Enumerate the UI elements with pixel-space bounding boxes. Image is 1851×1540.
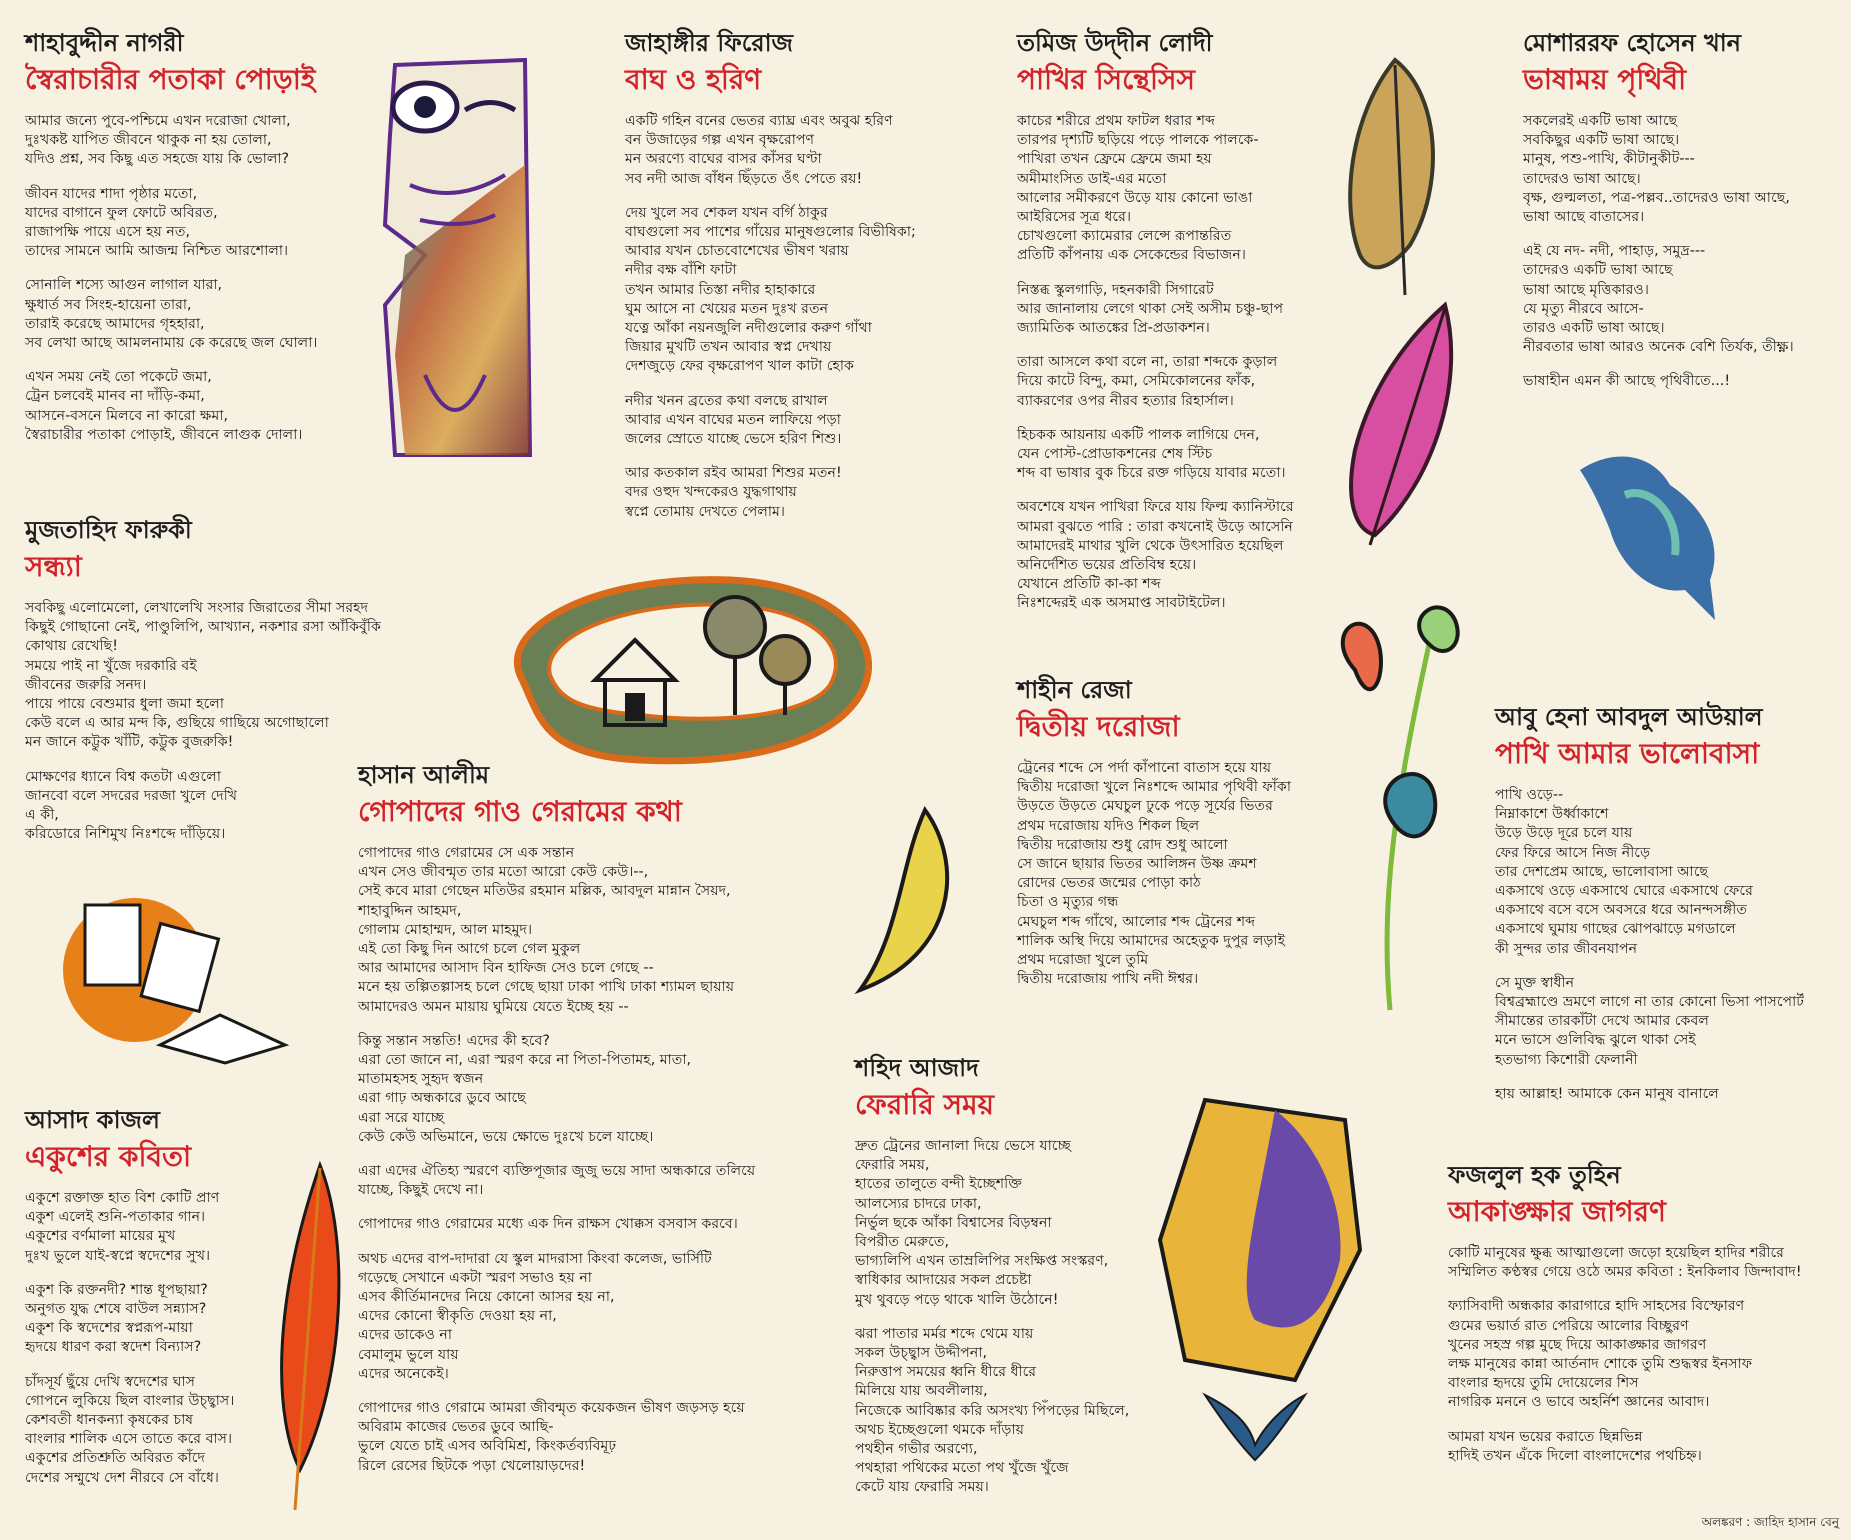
poem-line: কিন্তু সন্তান সন্ততি! এদের কী হবে? — [358, 1032, 550, 1049]
poem-line: যদিও প্রশ্ন, সব কিছু এত সহজে যায় কি ভোলা? — [25, 151, 290, 168]
poem-line: নিস্তব্ধ স্কুলগাড়ি, দহনকারী সিগারেট — [1017, 281, 1214, 298]
poem-line: তাদেরও একটি ভাষা আছে — [1523, 262, 1673, 279]
poem-body — [358, 844, 818, 1476]
poem-line: সীমান্তের তারকাঁটা দেখে আমার কেবল — [1495, 1013, 1709, 1030]
poem-line: বিপরীত মেরুতে, — [855, 1234, 949, 1251]
poem-line: নির্ভুল ছকে আঁকা বিশ্বাসের বিড়ম্বনা — [855, 1214, 1052, 1231]
poem-line: দ্বিতীয় দরোজা খুলে নিঃশব্দে আমার পৃথিবী ফাঁকা — [1017, 779, 1291, 796]
poem-line: গোপাদের গাও গেরামের মধ্যে এক দিন রাক্ষস খোক্কস বসবাস করবে। — [358, 1216, 738, 1233]
poem-line: একুশে রক্তাক্ত হাত বিশ কোটি প্রাণ — [25, 1190, 220, 1206]
poem-line: দেয় খুলে সব শেকল যখন বর্গি ঠাকুর — [625, 204, 828, 221]
poem-line: স্বাধিকার আদায়ের সকল প্রচেষ্টা — [855, 1272, 1032, 1289]
poem-stanza — [625, 204, 955, 377]
poem-line: ঘুম আসে না খেয়ের মতন দুঃখ রতন — [625, 300, 829, 317]
poem-line: এরা সরে যাচ্ছে — [358, 1109, 445, 1126]
poem-line: ভাগ্যলিপি এখন তাম্রলিপির সংক্ষিপ্ত সংস্করণ, — [855, 1253, 1109, 1270]
poem-line: জীবন যাদের শাদা পৃষ্ঠার মতো, — [25, 185, 198, 202]
poem-line: একসাথে ঘুমায় গাছের ঝোপঝাড়ে মগডালে — [1495, 921, 1736, 938]
poem-line: স্বৈরাচারীর পতাকা পোড়াই, জীবনে লাগুক দোলা। — [25, 426, 303, 443]
poem-author: হাসান আলীম — [358, 761, 490, 789]
poem-line: গোপনে লুকিয়ে ছিল বাংলার উচ্ছ্বাস। — [25, 1392, 235, 1409]
poem-body — [1017, 112, 1337, 614]
poem-line: মেঘচুল শব্দ গাঁথে, আলোর শব্দ ট্রেনের শব্দ — [1017, 913, 1256, 930]
poem-line: এ কী, — [25, 807, 59, 824]
poem-line: উড়ে উড়ে দূরে চলে যায় — [1495, 825, 1633, 842]
poem-line: মোক্ষণের ধ্যানে বিশ্ব কতটা এগুলো — [25, 768, 221, 785]
poem-stanza — [1017, 112, 1337, 266]
poem-stanza — [1523, 372, 1823, 391]
poem-line: প্রথম দরোজা খুলে তুমি — [1017, 952, 1149, 969]
poem-line: একসাথে বসে বসে অবসরে ধরে আনন্দসঙ্গীত — [1495, 902, 1747, 919]
face-illustration — [365, 55, 535, 460]
poem-line: ফের ফিরে আসে নিজ নীড়ে — [1495, 844, 1651, 861]
poem-line: আর আমাদের আসাদ বিন হাফিজ সেও চলে গেছে -- — [358, 960, 654, 977]
poem-line: জীবনের জরুরি সনদ। — [25, 676, 147, 693]
poem-body — [1523, 112, 1823, 392]
poem-title: আকাঙ্ক্ষার জাগরণ — [1448, 1195, 1666, 1228]
poem-line: নিঃশব্দেরই এক অসমাপ্ত সাবটাইটেল। — [1017, 595, 1226, 612]
poem-line: অথচ ইচ্ছেগুলো থমকে দাঁড়ায় — [855, 1421, 1025, 1438]
poem-block — [25, 515, 415, 859]
poem-line: বাংলার হৃদয়ে তুমি দোয়েলের শিস — [1448, 1375, 1639, 1392]
poem-line: এখন সেও জীবন্মৃত তার মতো আরো কেউ কেউ।--, — [358, 864, 649, 881]
poem-line: কেশবতী ধানকন্যা কৃষকের চাষ — [25, 1412, 194, 1429]
poem-line: নীরবতার ভাষা আরও অনেক বেশি তির্যক, তীক্ষ্ণ। — [1523, 339, 1794, 356]
poem-line: হিচকক আয়নায় একটি পালক লাগিয়ে দেন, — [1017, 426, 1260, 443]
poem-line: এখন সময় নেই তো পকেটে জমা, — [25, 369, 212, 386]
poem-line: অমীমাংসিত ডাই-এর মতো — [1017, 170, 1167, 187]
poem-line: মানুষ, পশু-পাখি, কীটানুকীট--- — [1523, 151, 1695, 168]
poem-line: একুশ কি স্বদেশের স্বপ্নরূপ-মায়া — [25, 1320, 193, 1337]
poem-line: পথহীন গভীর অরণ্যে, — [855, 1441, 978, 1458]
poem-line: আমরা বুঝতে পারি : তারা কখনোই উড়ে আসেনি — [1017, 518, 1293, 535]
poem-line: এরা তো জানে না, এরা স্মরণ করে না পিতা-পিতামহ, মাতা, — [358, 1052, 691, 1069]
poem-line: আমাদেরই মাথার খুলি থেকে উৎসারিত হয়েছিল — [1017, 537, 1284, 554]
poem-line: আসনে-বসনে মিলবে না কারো ক্ষমা, — [25, 407, 229, 424]
poem-body — [855, 1137, 1145, 1498]
poem-line: কাচের শরীরে প্রথম ফাটল ধরার শব্দ — [1017, 113, 1215, 129]
poem-line: তারাই করেছে আমাদের গৃহহারা, — [25, 315, 205, 332]
poem-title: পাখির সিন্থেসিস — [1017, 63, 1195, 96]
poem-stanza — [358, 1162, 818, 1200]
poem-body — [1448, 1244, 1833, 1466]
poem-line: বিশ্বব্রহ্মাণ্ডে ভ্রমণে লাগে না তার কোনো ভিসা পাসপোর্ট — [1495, 994, 1804, 1011]
poem-line: ফেরারি সময়, — [855, 1157, 930, 1174]
poem-line: অনির্দেশিত ভয়ের প্রতিবিম্ব হয়ে। — [1017, 557, 1197, 574]
feather-illustration — [1335, 300, 1465, 550]
poem-line: যে মৃত্যু নীরবে আসে- — [1523, 300, 1644, 317]
poem-line: একুশ কি রক্তনদী? শান্ত ধূপছায়া? — [25, 1281, 208, 1298]
poem-line: ভাষাহীন এমন কী আছে পৃথিবীতে...! — [1523, 373, 1731, 390]
poem-line: পথহারা পথিকের মতো পথ খুঁজে খুঁজে — [855, 1460, 1069, 1477]
poem-stanza — [358, 1032, 818, 1147]
poem-title: স্বৈরাচারীর পতাকা পোড়াই — [25, 63, 316, 96]
poem-line: একটি গহিন বনের ভেতর ব্যাঘ্র এবং অবুঝ হরিণ — [625, 113, 893, 129]
poem-line: ফ্যাসিবাদী অন্ধকার কারাগারে হাদি সাহসের বিস্ফোরণ — [1448, 1298, 1745, 1315]
poem-line: আমাদেরও অমন মায়ায় ঘুমিয়ে যেতে ইচ্ছে হয় -- — [358, 998, 629, 1015]
poem-line: ব্যাকরণের ওপর নীরব হত্যার রিহার্সাল। — [1017, 392, 1234, 409]
poem-line: যেখানে প্রতিটি কা-কা শব্দ — [1017, 576, 1161, 593]
poem-line: একুশের বর্ণমালা মায়ের মুখ — [25, 1228, 176, 1245]
poem-block — [25, 1105, 275, 1503]
poem-line: বদর ওহুদ খন্দকেরও যুদ্ধগাথায় — [625, 484, 797, 501]
poem-line: নদীর বক্ষ বাঁশি ফাটা — [625, 262, 737, 279]
poem-block — [1017, 28, 1337, 629]
poem-line: গুমের ভয়ার্ত রাত পেরিয়ে আলোর বিচ্ছুরণ — [1448, 1317, 1689, 1334]
poem-line: মিলিয়ে যায় অবলীলায়, — [855, 1383, 988, 1400]
poem-line: কেটে যায় ফেরারি সময়। — [855, 1479, 989, 1496]
poem-line: অনুগত যুদ্ধ শেষে বাউল সন্ন্যাস? — [25, 1301, 207, 1318]
poem-line: দেশের সম্মুখে দেশ নীরবে সে বাঁধে। — [25, 1469, 219, 1486]
poem-line: কেউ কেউ অভিমানে, ভয়ে ক্ষোভে দুঃখে চলে যাচ্ছে। — [358, 1128, 654, 1145]
poem-line: আর কতকাল রইব আমরা শিশুর মতন! — [625, 465, 842, 482]
poem-author: আবু হেনা আবদুল আউয়াল — [1495, 703, 1763, 731]
poem-stanza — [358, 844, 818, 1017]
poem-line: আলস্যের চাদরে ঢাকা, — [855, 1195, 982, 1212]
poem-title: বাঘ ও হরিণ — [625, 63, 762, 96]
poem-line: জলের স্রোতে যাচ্ছে ভেসে হরিণ শিশু। — [625, 431, 842, 448]
poem-line: সব নদী আজ বাঁধন ছিঁড়তে ওঁৎ পেতে রয়! — [625, 170, 863, 187]
poem-line: ট্রেন চলবেই মানব না দাঁড়ি-কমা, — [25, 388, 205, 405]
poem-line: একুশের প্রতিশ্রুতি অবিরত কাঁদে — [25, 1450, 205, 1467]
poem-line: কেউ বলে এ আর মন্দ কি, গুছিয়ে গাছিয়ে অগোছালো — [25, 715, 329, 732]
poem-line: বেমালুম ভুলে যায় — [358, 1346, 459, 1363]
poem-stanza — [1017, 353, 1337, 411]
poem-line: নিজেকে আবিষ্কার করি অসংখ্য পিঁপড়ের মিছিলে, — [855, 1402, 1130, 1419]
poem-stanza — [25, 1281, 275, 1358]
poem-line: গোলাম মোহাম্মদ, আল মাহমুদ। — [358, 921, 533, 938]
poem-line: বাংলার শালিক এসে তাতে করে বাস। — [25, 1431, 233, 1448]
poem-line: তাদেরও ভাষা আছে। — [1523, 170, 1641, 187]
poem-block — [25, 28, 355, 460]
poem-author: ফজলুল হক তুহিন — [1448, 1161, 1621, 1189]
poem-line: মাতামহসহ সুহৃদ স্বজন — [358, 1071, 484, 1088]
bird-silhouette-icon — [1200, 1385, 1310, 1465]
poem-line: মন অরণ্যে বাঘের বাসর কাঁসর ঘণ্টা — [625, 151, 822, 168]
poem-line: সে মুক্ত স্বাধীন — [1495, 974, 1575, 991]
village-illustration — [480, 565, 900, 775]
poem-line: নাগরিক মননে ও ভাবে অহর্নিশ জ্ঞানের আবাদ। — [1448, 1394, 1710, 1411]
poem-line: অথচ এদের বাপ-দাদারা যে স্কুল মাদরাসা কিংবা কলেজ, ভার্সিটি — [358, 1250, 712, 1267]
poem-line: দ্রুত ট্রেনের জানালা দিয়ে ভেসে যাচ্ছে — [855, 1138, 1071, 1154]
poem-line: তাদের সামনে আমি আজন্ম নিশ্চিত আরশোলা। — [25, 243, 289, 260]
poem-line: বৃক্ষ, গুল্মলতা, পত্র-পল্লব..তাদেরও ভাষা আছে, — [1523, 189, 1790, 206]
poem-line: একসাথে ওড়ে একসাথে ঘোরে একসাথে ফেরে — [1495, 883, 1753, 900]
poem-author: মুজতাহিদ ফারুকী — [25, 516, 192, 544]
poem-line: তারপর দৃশ্যটি ছড়িয়ে পড়ে পালকে পালকে- — [1017, 132, 1259, 149]
poem-stanza — [1017, 426, 1337, 484]
poem-line: সবকিছু এলোমেলো, লেখালেখি সংসার জিরাতের সীমা সরহদ — [25, 600, 369, 616]
poem-line: দিয়ে কাটে বিন্দু, কমা, সেমিকোলনের ফাঁক, — [1017, 373, 1256, 390]
crescent-illustration — [845, 805, 960, 995]
poem-stanza — [25, 276, 355, 353]
illustration-credit: অলঙ্করণ : জাহিদ হাসান বেনু — [1701, 1515, 1839, 1529]
poem-line: স্বপ্নে তোমায় দেখতে পেলাম। — [625, 503, 785, 520]
poem-line: দেশজুড়ে ফের বৃক্ষরোপণ খাল কাটা হোক — [625, 358, 854, 375]
poem-body — [25, 599, 415, 844]
poem-line: কী সুন্দর তার জীবনযাপন — [1495, 940, 1638, 957]
poem-line: দ্বিতীয় দরোজায় পাখি নদী ঈশ্বর। — [1017, 971, 1199, 988]
poem-stanza — [358, 1250, 818, 1384]
poem-line: উড়তে উড়তে মেঘচুল ঢুকে পড়ে সূর্যের ভিতর — [1017, 798, 1273, 815]
poem-line: তারা আসলে কথা বলে না, তারা শব্দকে কুড়াল — [1017, 354, 1278, 371]
poem-stanza — [25, 112, 355, 170]
poem-line: আলোর সমীকরণে উড়ে যায় কোনো ভাঙা — [1017, 189, 1253, 206]
poem-body — [625, 112, 955, 522]
poem-line: ট্রেনের শব্দে সে পর্দা কাঁপানো বাতাস হয়ে যায় — [1017, 760, 1272, 776]
poem-line: হতভাগ্য কিশোরী ফেলানী — [1495, 1051, 1638, 1068]
poem-body — [1017, 759, 1327, 989]
bird-illustration — [1570, 445, 1730, 625]
poem-stanza — [1017, 281, 1337, 339]
poem-line: এসব কীর্তিমানদের নিয়ে কোনো আসর হয় না, — [358, 1289, 615, 1306]
poem-line: চিতা ও মৃত্যুর গন্ধ — [1017, 894, 1119, 911]
poem-stanza — [855, 1137, 1145, 1310]
poem-line: শালিক অস্থি দিয়ে আমাদের অহেতুক দুপুর লড়াই — [1017, 932, 1286, 949]
flower-stem-illustration — [1320, 600, 1470, 1020]
poem-stanza — [1495, 786, 1835, 959]
poem-line: সকল উচ্ছ্বাস উদ্দীপনা, — [855, 1345, 988, 1362]
poem-title: গোপাদের গাও গেরামের কথা — [358, 795, 682, 828]
poem-stanza — [1523, 112, 1823, 227]
poem-block — [1017, 675, 1327, 1004]
poem-stanza — [25, 599, 415, 753]
poem-line: ভাষা আছে মৃত্তিকারও। — [1523, 281, 1649, 298]
poem-line: তারও একটি ভাষা আছে। — [1523, 320, 1665, 337]
poem-line: করিডোরে নিশিমুখ নিঃশব্দে দাঁড়িয়ে। — [25, 826, 226, 843]
poem-line: আইরিসের সূত্র ধরে। — [1017, 209, 1132, 226]
poem-line: জিয়ার মুখটি তখন আবার স্বপ্ন দেখায় — [625, 339, 832, 356]
poem-line: আবার এখন বাঘের মতন লাফিয়ে পড়া — [625, 411, 841, 428]
poem-line: গোপাদের গাও গেরামের সে এক সন্তান — [358, 845, 575, 861]
poem-stanza — [358, 1215, 818, 1234]
poem-block — [855, 1053, 1145, 1513]
poem-line: তখন আমার তিস্তা নদীর হাহাকারে — [625, 281, 816, 298]
poem-author: তমিজ উদ্‌দীন লোদী — [1017, 29, 1213, 57]
poem-line: এদের কোনো স্বীকৃতি দেওয়া হয় না, — [358, 1308, 557, 1325]
poem-title: দ্বিতীয় দরোজা — [1017, 710, 1180, 743]
poem-line: দ্বিতীয় দরোজায় শুধু রোদ শুধু আলো — [1017, 836, 1228, 853]
poem-line: কোথায় রেখেছি! — [25, 638, 118, 655]
poem-line: চোখগুলো ক্যামেরার লেন্সে রূপান্তরিত — [1017, 228, 1232, 245]
poem-line: শাহাবুদ্দিন আহমদ, — [358, 902, 462, 919]
poem-line: রাজাপক্ষি পায়ে এসে হয় নত, — [25, 224, 191, 241]
poem-line: আমার জন্যে পুবে-পশ্চিমে এখন দরোজা খোলা, — [25, 113, 291, 129]
poem-stanza — [25, 768, 415, 845]
poem-line: একুশ এলেই শুনি-পতাকার গান। — [25, 1209, 206, 1226]
poem-line: এই যে নদ- নদী, পাহাড়, সমুদ্র--- — [1523, 243, 1706, 260]
poem-stanza — [1448, 1428, 1833, 1466]
poem-line: নদীর খনন ব্রতের কথা বলছে রাখাল — [625, 392, 828, 409]
poem-line: ক্ষুধার্ত সব সিংহ-হায়েনা তারা, — [25, 296, 192, 313]
leaf-illustration — [1340, 55, 1450, 300]
poem-stanza — [25, 185, 355, 262]
poem-line: যাচ্ছে, কিছুই দেখে না। — [358, 1182, 484, 1199]
poem-block — [1495, 702, 1835, 1119]
poem-line: লক্ষ মানুষের কান্না আর্তনাদ শোকে তুমি শুদ্ধস্বর ইনসাফ — [1448, 1356, 1753, 1373]
poem-line: মনে হয় তল্পিতল্পাসহ চলে গেছে ছায়া ঢাকা পাখি ঢাকা শ্যামল ছায়ায় — [358, 979, 735, 996]
poem-line: নিরুত্তাপ সময়ের ধ্বনি ধীরে ধীরে — [855, 1364, 1037, 1381]
poem-line: আর জানালায় লেগে থাকা সেই অসীম চঞ্চু-ছাপ — [1017, 300, 1284, 317]
poem-block — [625, 28, 955, 537]
poem-title: ফেরারি সময় — [855, 1088, 995, 1121]
poem-body — [25, 112, 355, 445]
poem-stanza — [25, 1373, 275, 1488]
poem-line: সে জানে ছায়ার ভিতর আলিঙ্গন উষ্ণ ক্রমশ — [1017, 856, 1257, 873]
hand-illustration — [1145, 1090, 1375, 1390]
poem-stanza — [25, 368, 355, 445]
poem-line: চাঁদসূর্য ছুঁয়ে দেখি স্বদেশের ঘাস — [25, 1373, 195, 1390]
poem-line: কিছুই গোছানো নেই, পাণ্ডুলিপি, আখ্যান, নকশার রসা আঁকিবুঁকি — [25, 619, 381, 636]
poem-title: একুশের কবিতা — [25, 1140, 192, 1173]
poem-line: মনে ভাসে গুলিবিদ্ধ ঝুলে থাকা সেই — [1495, 1032, 1696, 1049]
poem-line: হৃদয়ে ধারণ করা স্বদেশ বিন্যাস? — [25, 1339, 202, 1356]
poem-line: দুঃখ ভুলে যাই-স্বপ্নে স্বদেশের সুখ। — [25, 1247, 211, 1264]
poem-line: অবশেষে যখন পাখিরা ফিরে যায় ফিল্ম ক্যানিস্টারে — [1017, 499, 1294, 516]
poem-line: রিলে রেসের ছিটকে পড়া খেলোয়াড়দের! — [358, 1457, 586, 1474]
poem-line: এদের ডাকেও না — [358, 1327, 452, 1344]
poem-line: প্রতিটি কাঁপনায় এক সেকেন্ডের বিভাজন। — [1017, 247, 1246, 264]
poem-line: পাখিরা তখন ফ্রেমে ফ্রেমে জমা হয় — [1017, 151, 1212, 168]
poem-line: জানবো বলে সদরের দরজা খুলে দেখি — [25, 787, 238, 804]
poem-stanza — [1448, 1297, 1833, 1412]
poem-author: আসাদ কাজল — [25, 1106, 160, 1134]
poem-line: গড়েছে সেখানে একটা স্মরণ সভাও হয় না — [358, 1269, 592, 1286]
poem-author: শাহীন রেজা — [1017, 676, 1132, 704]
poem-line: এই তো কিছু দিন আগে চলে গেল মুকুল — [358, 941, 581, 958]
poem-stanza — [625, 392, 955, 450]
poem-stanza — [358, 1399, 818, 1476]
poem-line: পাখি ওড়ে-- — [1495, 787, 1564, 803]
poem-stanza — [1448, 1244, 1833, 1282]
poem-line: আমরা যখন ভয়ের করাতে ছিন্নভিন্ন — [1448, 1428, 1643, 1445]
poem-line: সব লেখা আছে আমলনামায় কে করেছে জল ঘোলা। — [25, 335, 318, 352]
poem-line: সেই কবে মারা গেছেন মতিউর রহমান মল্লিক, আবদুল মান্নান সৈয়দ, — [358, 883, 731, 900]
poem-line: মুখ থুবড়ে পড়ে থাকে খালি উঠোনে! — [855, 1291, 1059, 1308]
poem-line: আবার যখন চোতবোশেখের ভীষণ খরায় — [625, 243, 849, 260]
poem-line: পায়ে পায়ে বেশুমার ধুলা জমা হলো — [25, 696, 224, 713]
poem-line: সকলেরই একটি ভাষা আছে — [1523, 113, 1678, 129]
poem-block — [1523, 28, 1823, 407]
poem-line: হায় আল্লাহ! আমাকে কেন মানুষ বানালে — [1495, 1085, 1719, 1102]
poem-line: খুনের সহস্র গল্প মুছে দিয়ে আকাঙ্ক্ষার জাগরণ — [1448, 1336, 1707, 1353]
poem-line: বন উজাড়ের গল্প এখন বৃক্ষরোপণ — [625, 132, 815, 149]
poem-stanza — [1495, 974, 1835, 1070]
poem-line: এরা এদের ঐতিহ্য স্মরণে ব্যক্তিপূজার জুজু ভয়ে সাদা অন্ধকারে তলিয়ে — [358, 1163, 756, 1180]
poem-line: মন জানে কট্টুক খাঁটি, কট্টুক বুজরুকি! — [25, 734, 234, 751]
poem-line: রোদের ভেতর জন্মের পোড়া কাঠ — [1017, 875, 1201, 892]
poem-stanza — [1017, 498, 1337, 613]
poem-line: সোনালি শস্যে আগুন লাগাল যারা, — [25, 277, 223, 294]
poem-line: এদের অনেকেই। — [358, 1365, 449, 1382]
poem-stanza — [625, 464, 955, 522]
poem-body — [25, 1189, 275, 1488]
poem-line: হাতের তালুতে বন্দী ইচ্ছেশক্তি — [855, 1176, 1023, 1193]
poem-line: সবকিছুর একটি ভাষা আছে। — [1523, 132, 1680, 149]
poem-title: ভাষাময় পৃথিবী — [1523, 63, 1687, 96]
poem-line: এরা গাঢ় অন্ধকারে ডুবে আছে — [358, 1090, 526, 1107]
poem-line: ঝরা পাতার মর্মর শব্দে থেমে যায় — [855, 1325, 1034, 1342]
poem-line: শব্দ বা ভাষার বুক চিরে রক্ত গড়িয়ে যাবার মতো। — [1017, 465, 1286, 482]
poem-body — [1495, 786, 1835, 1104]
poem-author: জাহাঙ্গীর ফিরোজ — [625, 29, 794, 57]
poem-stanza — [1017, 759, 1327, 989]
poem-line: দুঃখকষ্ট যাপিত জীবনে থাকুক না হয় তোলা, — [25, 132, 272, 149]
poem-stanza — [1495, 1085, 1835, 1104]
poem-author: মোশাররফ হোসেন খান — [1523, 29, 1742, 57]
poem-stanza — [855, 1325, 1145, 1498]
poem-line: কোটি মানুষের ক্ষুব্ধ আত্মাগুলো জড়ো হয়েছিল হাদির শরীরে — [1448, 1245, 1784, 1261]
poem-line: যত্নে আঁকা নয়নজুলি নদীগুলোর করুণ গাঁথা — [625, 320, 872, 337]
poem-line: ভুলে যেতে চাই এসব অবিমিশ্র, কিংকর্তব্যবিমূঢ় — [358, 1438, 617, 1455]
poem-block — [358, 760, 818, 1491]
poem-line: যাদের বাগানে ফুল ফোটে অবিরত, — [25, 204, 218, 221]
poem-line: সময়ে পাই না খুঁজে দরকারি বই — [25, 657, 197, 674]
poem-line: তার দেশপ্রেম আছে, ভালোবাসা আছে — [1495, 863, 1709, 880]
poem-line: জ্যামিতিক আতঙ্কের প্রি-প্রডাকশন। — [1017, 320, 1210, 337]
poem-line: প্রথম দরোজায় যদিও শিকল ছিল — [1017, 817, 1200, 834]
poem-line: বাঘগুলো সব পাশের গাঁয়ের মানুষগুলোর বিভীষিকা; — [625, 224, 916, 241]
poem-line: গোপাদের গাও গেরামে আমরা জীবন্মৃত কয়েকজন ভীষণ জড়সড় হয়ে — [358, 1400, 745, 1417]
poem-stanza — [25, 1189, 275, 1266]
poem-block — [1448, 1160, 1833, 1481]
poem-stanza — [1523, 242, 1823, 357]
poem-line: ভাষা আছে বাতাসের। — [1523, 209, 1645, 226]
poem-author: শহিদ আজাদ — [855, 1054, 979, 1082]
books-illustration — [40, 895, 290, 1065]
poem-stanza — [625, 112, 955, 189]
poem-title: পাখি আমার ভালোবাসা — [1495, 737, 1760, 770]
poem-author: শাহাবুদ্দীন নাগরী — [25, 29, 184, 57]
poem-line: সম্মিলিত কণ্ঠস্বর গেয়ে ওঠে অমর কবিতা : ইনকিলাব জিন্দাবাদ! — [1448, 1264, 1802, 1281]
poem-line: অবিরাম কাজের ভেতর ডুবে আছি- — [358, 1419, 554, 1436]
poem-line: হাদিই তখন এঁকে দিলো বাংলাদেশের পথচিহ্ন। — [1448, 1447, 1702, 1464]
poem-title: সন্ধ্যা — [25, 550, 82, 583]
poem-line: যেন পোস্ট-প্রোডাকশনের শেষ স্টিচ — [1017, 446, 1213, 463]
poem-line: নিম্নাকাশে উর্ধ্বাকাশে — [1495, 806, 1609, 823]
